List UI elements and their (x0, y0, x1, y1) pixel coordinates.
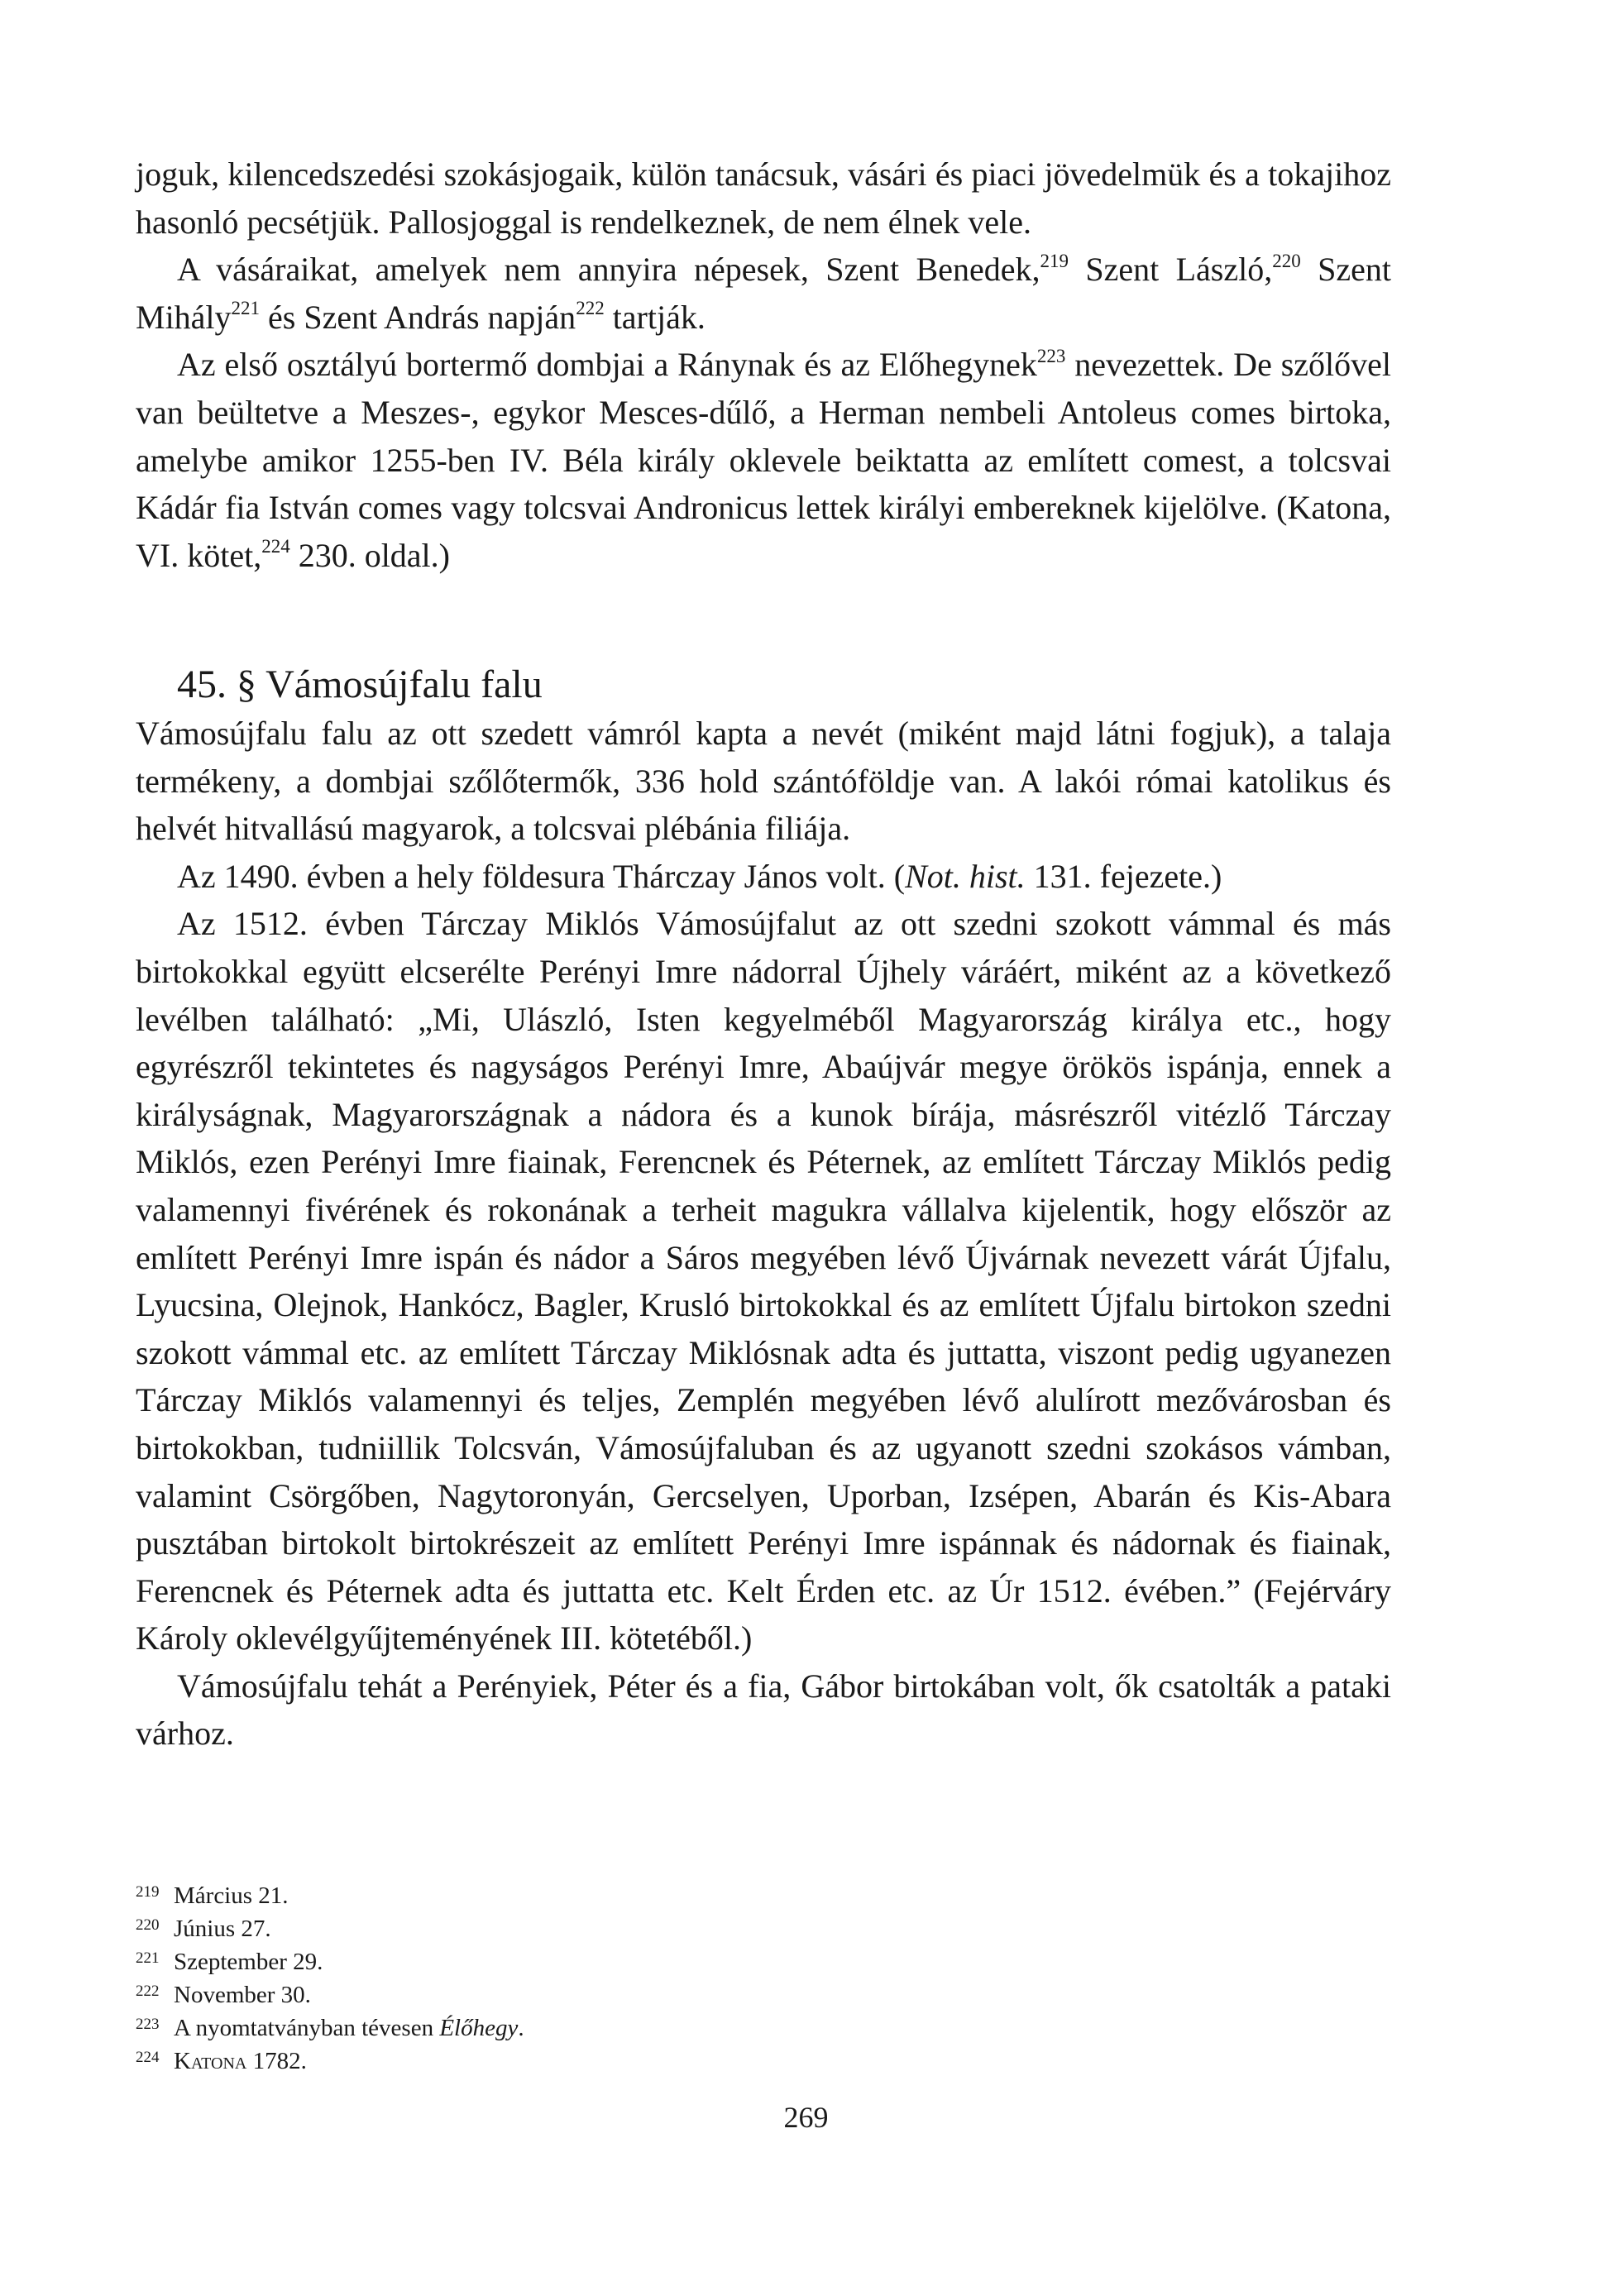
paragraph-text: joguk, kilencedszedési szokásjogaik, külön tanácsuk, vásári és piaci jövedelmük és a tokajihoz hasonló pecsétjük. Pallosjoggal is rendelkeznek, de nem élnek vele. (136, 155, 1391, 241)
paragraph-text: 131. fejezete.) (1025, 857, 1222, 895)
section-text-block (136, 710, 1391, 1758)
paragraph-text: és Szent András napján (260, 298, 576, 336)
paragraph-text: Szent Mihály (136, 251, 1391, 336)
footnote-text-part: . (518, 2015, 524, 2041)
footnote-text (174, 2013, 524, 2044)
page-number: 269 (783, 2101, 829, 2134)
paragraph-vineyards (136, 341, 1391, 579)
footnote (136, 1947, 524, 1980)
footnote-number: 220 (136, 1916, 160, 1934)
footnote (136, 2046, 524, 2079)
footnote (136, 2013, 524, 2046)
paragraph-text: Az 1490. évben a hely földesura Thárczay János volt. ( (177, 857, 906, 895)
footnote-number: 224 (136, 2049, 160, 2066)
paragraph-text: Vámosújfalu tehát a Perényiek, Péter és a fia, Gábor birtokában volt, ők csatolták a pataki várhoz. (136, 1667, 1391, 1753)
paragraph-text: Az első osztályú bortermő dombjai a Ránynak és az Előhegynek (177, 346, 1037, 384)
footnote (136, 1881, 524, 1914)
footnote-number: 223 (136, 2016, 160, 2033)
paragraph-1490 (136, 853, 1391, 901)
italic-citation: Not. hist. (905, 857, 1026, 895)
footnote-number: 219 (136, 1883, 160, 1901)
paragraph-1512 (136, 900, 1391, 1662)
footnote-ref[interactable]: 222 (576, 298, 605, 319)
footnote-text: Szeptember 29. (174, 1949, 323, 1975)
footnotes (136, 1881, 524, 2079)
footnote-text: November 30. (174, 1982, 311, 2008)
paragraph-perenyi (136, 1662, 1391, 1758)
section-heading: 45. § Vámosújfalu falu (177, 662, 543, 706)
paragraph-text: Az 1512. évben Tárczay Miklós Vámosújfalut az ott szedni szokott vámmal és más birtokokkal együtt elcserélte Perényi Imre nádorral Újhely váráért, miként az a következő levélben található: „Mi, Ulászló, Isten kegyelméből Magyarország királya etc., hogy egyrészről tekintetes és nagyságos Perényi Imre, Abaújvár megye örökös ispánja, ennek a királyságnak, Magyarországnak a nádora és a kunok bírája, másrészről vitézlő Tárczay Miklós, ezen Perényi Imre fiainak, Ferencnek és Péternek, az említett Tárczay Miklós pedig valamennyi fivérének és rokonának a terheit magukra vállalva kijelentik, hogy először az említett Perényi Imre ispán és nádor a Sáros megyében lévő Újvárnak nevezett várát Újfalu, Lyucsina, Olejnok, Hankócz, Bagler, Krusló birtokokkal és az említett Újfalu birtokon szedni szokott vámmal etc. az említett Tárczay Miklósnak adta és juttatta, viszont pedig ugyanezen Tárczay Miklós valamennyi és teljes, Zemplén megyében lévő alulírott mezővárosban és birtokokban, tudniillik Tolcsván, Vámosújfaluban és az ugyanott szedni szokásos vámban, valamint Csörgőben, Nagytoronyán, Gercselyen, Uporban, Izsépen, Abarán és Kis-Abara pusztában birtokolt birtokrészeit az említett Perényi Imre ispánnak és nádornak és fiainak, Ferencnek és Péternek adta és juttatta etc. Kelt Érden etc. az Úr 1512. évében.” (Fejérváry Károly oklevélgyűjteményének III. kötetéből.) (136, 905, 1391, 1657)
footnote (136, 1914, 524, 1947)
footnote-number: 221 (136, 1949, 160, 1967)
footnote-text-part: A nyomtatványban tévesen (174, 2015, 440, 2041)
footnote-ref[interactable]: 220 (1272, 250, 1301, 271)
paragraph-intro (136, 710, 1391, 853)
top-text-block (136, 151, 1391, 579)
paragraph-text: A vásáraikat, amelyek nem annyira népesek, Szent Benedek, (177, 251, 1040, 289)
footnote-number: 222 (136, 1983, 160, 2000)
paragraph-text: Vámosújfalu falu az ott szedett vámról kapta a nevét (miként majd látni fogjuk), a talaja termékeny, a dombjai szőlőtermők, 336 hold szántóföldje van. A lakói római katolikus és helvét hitvallású magyarok, a tolcsvai plébánia filiája. (136, 715, 1391, 848)
footnote-text: Június 27. (174, 1916, 271, 1942)
footnote-ref[interactable]: 223 (1036, 346, 1066, 367)
footnote-ref[interactable]: 219 (1040, 250, 1069, 271)
paragraph-text: nevezettek. De szőlővel van beültetve a Meszes-, egykor Mesces-dűlő, a Herman nembeli Antoleus comes birtoka, amelybe amikor 1255-ben IV. Béla király oklevele beiktatta az említett comest, a tolcsvai Kádár fia István comes vagy tolcsvai Andronicus lettek királyi embereknek kijelölve. (Katona, VI. kötet, (136, 346, 1392, 574)
footnote-smallcaps: Katona (174, 2048, 247, 2074)
footnote-ref[interactable]: 224 (261, 536, 290, 557)
paragraph-text: tartják. (604, 298, 706, 336)
paragraph-text: Szent László, (1068, 251, 1273, 289)
footnote-text (174, 2046, 307, 2077)
footnote-ref[interactable]: 221 (231, 298, 261, 319)
paragraph-market-days (136, 246, 1391, 341)
paragraph-text: 230. oldal.) (289, 536, 450, 574)
footnote (136, 1980, 524, 2013)
footnote-italic: Élőhegy (439, 2015, 519, 2041)
footnote-text-part: 1782. (246, 2048, 307, 2074)
footnote-text: Március 21. (174, 1882, 289, 1909)
paragraph-continued (136, 151, 1391, 246)
